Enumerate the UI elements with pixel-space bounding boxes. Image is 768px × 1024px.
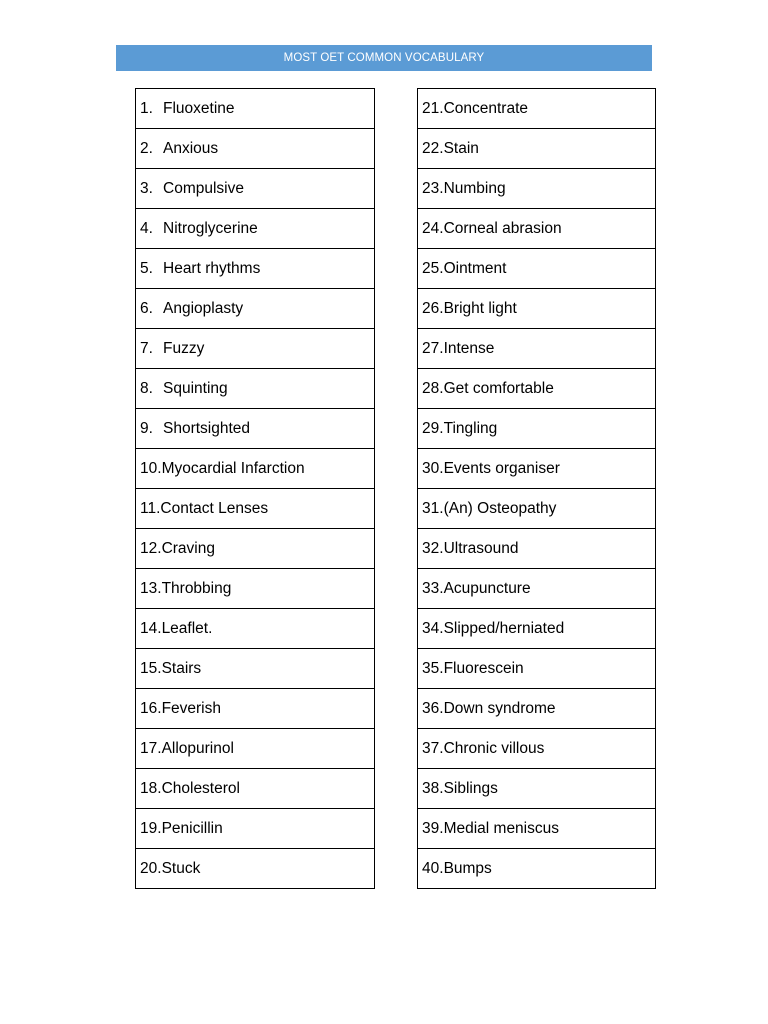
vocab-number: 34. bbox=[422, 619, 444, 637]
vocab-cell bbox=[418, 529, 656, 569]
vocab-term: Heart rhythms bbox=[163, 259, 261, 277]
vocab-cell bbox=[136, 289, 375, 329]
vocab-number: 13. bbox=[140, 579, 162, 597]
vocab-row bbox=[136, 609, 375, 649]
vocab-term: Acupuncture bbox=[443, 579, 531, 597]
vocab-row bbox=[418, 249, 656, 289]
vocab-cell bbox=[418, 689, 656, 729]
vocab-row bbox=[136, 529, 375, 569]
vocab-term: Bumps bbox=[443, 859, 492, 877]
vocab-number: 27. bbox=[422, 339, 444, 357]
vocab-number: 26. bbox=[422, 299, 444, 317]
vocab-cell bbox=[136, 609, 375, 649]
vocab-row bbox=[418, 169, 656, 209]
vocab-row bbox=[136, 449, 375, 489]
vocab-cell bbox=[418, 329, 656, 369]
vocab-number: 18. bbox=[140, 779, 162, 797]
vocab-cell bbox=[418, 489, 656, 529]
vocab-cell bbox=[136, 369, 375, 409]
vocab-cell bbox=[418, 249, 656, 289]
vocab-row bbox=[418, 529, 656, 569]
vocab-table-left-body bbox=[136, 89, 375, 889]
vocab-number: 19. bbox=[140, 819, 162, 837]
vocab-cell bbox=[418, 289, 656, 329]
vocab-term: Fluorescein bbox=[443, 659, 524, 677]
vocab-term: Events organiser bbox=[443, 459, 560, 477]
vocab-cell bbox=[136, 849, 375, 889]
vocab-row bbox=[136, 209, 375, 249]
vocab-term: Squinting bbox=[163, 379, 228, 397]
vocab-term: Contact Lenses bbox=[160, 499, 269, 517]
vocab-number: 20. bbox=[140, 859, 162, 877]
vocab-table-right bbox=[417, 88, 656, 889]
vocab-cell bbox=[418, 649, 656, 689]
vocab-number: 36. bbox=[422, 699, 444, 717]
vocab-cell bbox=[136, 169, 375, 209]
vocab-term: Numbing bbox=[443, 179, 506, 197]
vocab-cell bbox=[136, 449, 375, 489]
vocab-row bbox=[418, 129, 656, 169]
vocab-number: 37. bbox=[422, 739, 444, 757]
vocab-term: Tingling bbox=[443, 419, 498, 437]
vocab-row bbox=[136, 89, 375, 129]
vocab-term: Leaflet. bbox=[161, 619, 213, 637]
vocab-row bbox=[136, 769, 375, 809]
vocab-cell bbox=[136, 809, 375, 849]
vocab-number: 22. bbox=[422, 139, 444, 157]
vocab-term: Compulsive bbox=[163, 179, 244, 197]
vocab-number: 16. bbox=[140, 699, 162, 717]
vocab-term: Throbbing bbox=[161, 579, 232, 597]
vocab-cell bbox=[418, 809, 656, 849]
vocab-term: Angioplasty bbox=[163, 299, 244, 317]
vocab-term: Anxious bbox=[163, 139, 219, 157]
vocab-row bbox=[418, 409, 656, 449]
vocab-number: 30. bbox=[422, 459, 444, 477]
vocab-row bbox=[136, 489, 375, 529]
vocab-number: 1. bbox=[140, 99, 153, 117]
vocab-cell bbox=[136, 409, 375, 449]
vocab-term: Shortsighted bbox=[163, 419, 251, 437]
vocab-row bbox=[136, 289, 375, 329]
vocab-row bbox=[418, 449, 656, 489]
vocab-term: Fuzzy bbox=[163, 339, 205, 357]
vocab-row bbox=[418, 649, 656, 689]
vocab-cell bbox=[136, 769, 375, 809]
vocab-number: 9. bbox=[140, 419, 153, 437]
vocab-number: 39. bbox=[422, 819, 444, 837]
vocab-cell bbox=[136, 569, 375, 609]
vocab-term: Allopurinol bbox=[161, 739, 234, 757]
vocab-term: Myocardial Infarction bbox=[161, 459, 305, 477]
vocab-number: 14. bbox=[140, 619, 162, 637]
vocab-row bbox=[136, 649, 375, 689]
vocab-cell bbox=[136, 649, 375, 689]
vocab-term: Medial meniscus bbox=[443, 819, 559, 837]
vocab-number: 6. bbox=[140, 299, 153, 317]
vocab-term: Chronic villous bbox=[443, 739, 545, 757]
vocab-number: 33. bbox=[422, 579, 444, 597]
vocab-term: Get comfortable bbox=[443, 379, 554, 397]
vocab-term: Siblings bbox=[443, 779, 498, 797]
vocab-row bbox=[136, 689, 375, 729]
vocab-cell bbox=[418, 89, 656, 129]
vocab-number: 31. bbox=[422, 499, 444, 517]
vocab-cell bbox=[136, 689, 375, 729]
vocab-table-right-body bbox=[418, 89, 656, 889]
vocab-number: 3. bbox=[140, 179, 153, 197]
vocab-row bbox=[136, 809, 375, 849]
vocab-number: 28. bbox=[422, 379, 444, 397]
vocab-number: 4. bbox=[140, 219, 153, 237]
vocab-table-left bbox=[135, 88, 375, 889]
vocab-cell bbox=[136, 129, 375, 169]
vocab-row bbox=[418, 729, 656, 769]
vocab-number: 38. bbox=[422, 779, 444, 797]
vocab-term: Corneal abrasion bbox=[443, 219, 562, 237]
vocab-term: Stain bbox=[443, 139, 479, 157]
vocab-number: 2. bbox=[140, 139, 153, 157]
vocab-number: 40. bbox=[422, 859, 444, 877]
vocab-cell bbox=[418, 209, 656, 249]
vocab-cell bbox=[418, 129, 656, 169]
vocab-number: 11. bbox=[140, 499, 161, 517]
vocab-row bbox=[418, 609, 656, 649]
vocab-term: Cholesterol bbox=[161, 779, 240, 797]
vocab-row bbox=[136, 369, 375, 409]
vocab-cell bbox=[418, 849, 656, 889]
vocab-row bbox=[136, 129, 375, 169]
vocab-term: Craving bbox=[161, 539, 215, 557]
vocab-cell bbox=[136, 329, 375, 369]
vocab-term: Ultrasound bbox=[443, 539, 519, 557]
vocab-number: 7. bbox=[140, 339, 153, 357]
vocab-cell bbox=[136, 89, 375, 129]
vocab-number: 21. bbox=[422, 99, 444, 117]
vocab-cell bbox=[136, 209, 375, 249]
vocab-cell bbox=[418, 409, 656, 449]
vocab-cell bbox=[418, 369, 656, 409]
vocab-number: 24. bbox=[422, 219, 444, 237]
vocab-term: Fluoxetine bbox=[163, 99, 235, 117]
vocab-term: Concentrate bbox=[443, 99, 529, 117]
vocab-row bbox=[418, 689, 656, 729]
vocab-cell bbox=[418, 169, 656, 209]
vocab-row bbox=[418, 849, 656, 889]
vocab-number: 17. bbox=[140, 739, 162, 757]
vocab-cell bbox=[136, 489, 375, 529]
vocab-row bbox=[418, 89, 656, 129]
vocab-row bbox=[418, 209, 656, 249]
vocab-row bbox=[418, 369, 656, 409]
vocab-number: 23. bbox=[422, 179, 444, 197]
vocab-row bbox=[418, 769, 656, 809]
vocab-row bbox=[418, 489, 656, 529]
vocab-cell bbox=[418, 609, 656, 649]
vocab-term: Bright light bbox=[443, 299, 517, 317]
vocab-term: Slipped/herniated bbox=[443, 619, 565, 637]
vocab-cell bbox=[418, 729, 656, 769]
vocab-term: Down syndrome bbox=[443, 699, 556, 717]
vocab-row bbox=[418, 809, 656, 849]
vocab-term: Stuck bbox=[161, 859, 201, 877]
vocab-row bbox=[136, 729, 375, 769]
vocab-row bbox=[418, 569, 656, 609]
vocab-number: 35. bbox=[422, 659, 444, 677]
vocab-cell bbox=[136, 729, 375, 769]
vocab-term: Stairs bbox=[161, 659, 202, 677]
vocab-term: Ointment bbox=[443, 259, 507, 277]
vocab-row bbox=[418, 289, 656, 329]
vocab-cell bbox=[418, 769, 656, 809]
vocab-row bbox=[136, 329, 375, 369]
vocab-row bbox=[136, 849, 375, 889]
vocab-term: (An) Osteopathy bbox=[443, 499, 557, 517]
vocab-cell bbox=[136, 529, 375, 569]
vocab-number: 29. bbox=[422, 419, 444, 437]
vocab-row bbox=[136, 569, 375, 609]
page-title: MOST OET COMMON VOCABULARY bbox=[116, 45, 652, 71]
vocab-term: Intense bbox=[443, 339, 495, 357]
vocab-number: 12. bbox=[140, 539, 162, 557]
vocab-number: 32. bbox=[422, 539, 444, 557]
vocab-cell bbox=[136, 249, 375, 289]
vocab-row bbox=[136, 169, 375, 209]
vocab-cell bbox=[418, 569, 656, 609]
vocab-row bbox=[136, 249, 375, 289]
vocab-term: Feverish bbox=[161, 699, 221, 717]
vocab-term: Nitroglycerine bbox=[163, 219, 258, 237]
vocab-cell bbox=[418, 449, 656, 489]
vocab-row bbox=[136, 409, 375, 449]
vocab-number: 10. bbox=[140, 459, 162, 477]
vocab-number: 25. bbox=[422, 259, 444, 277]
vocab-number: 8. bbox=[140, 379, 153, 397]
vocab-term: Penicillin bbox=[161, 819, 223, 837]
vocab-row bbox=[418, 329, 656, 369]
vocab-number: 15. bbox=[140, 659, 162, 677]
vocab-number: 5. bbox=[140, 259, 153, 277]
